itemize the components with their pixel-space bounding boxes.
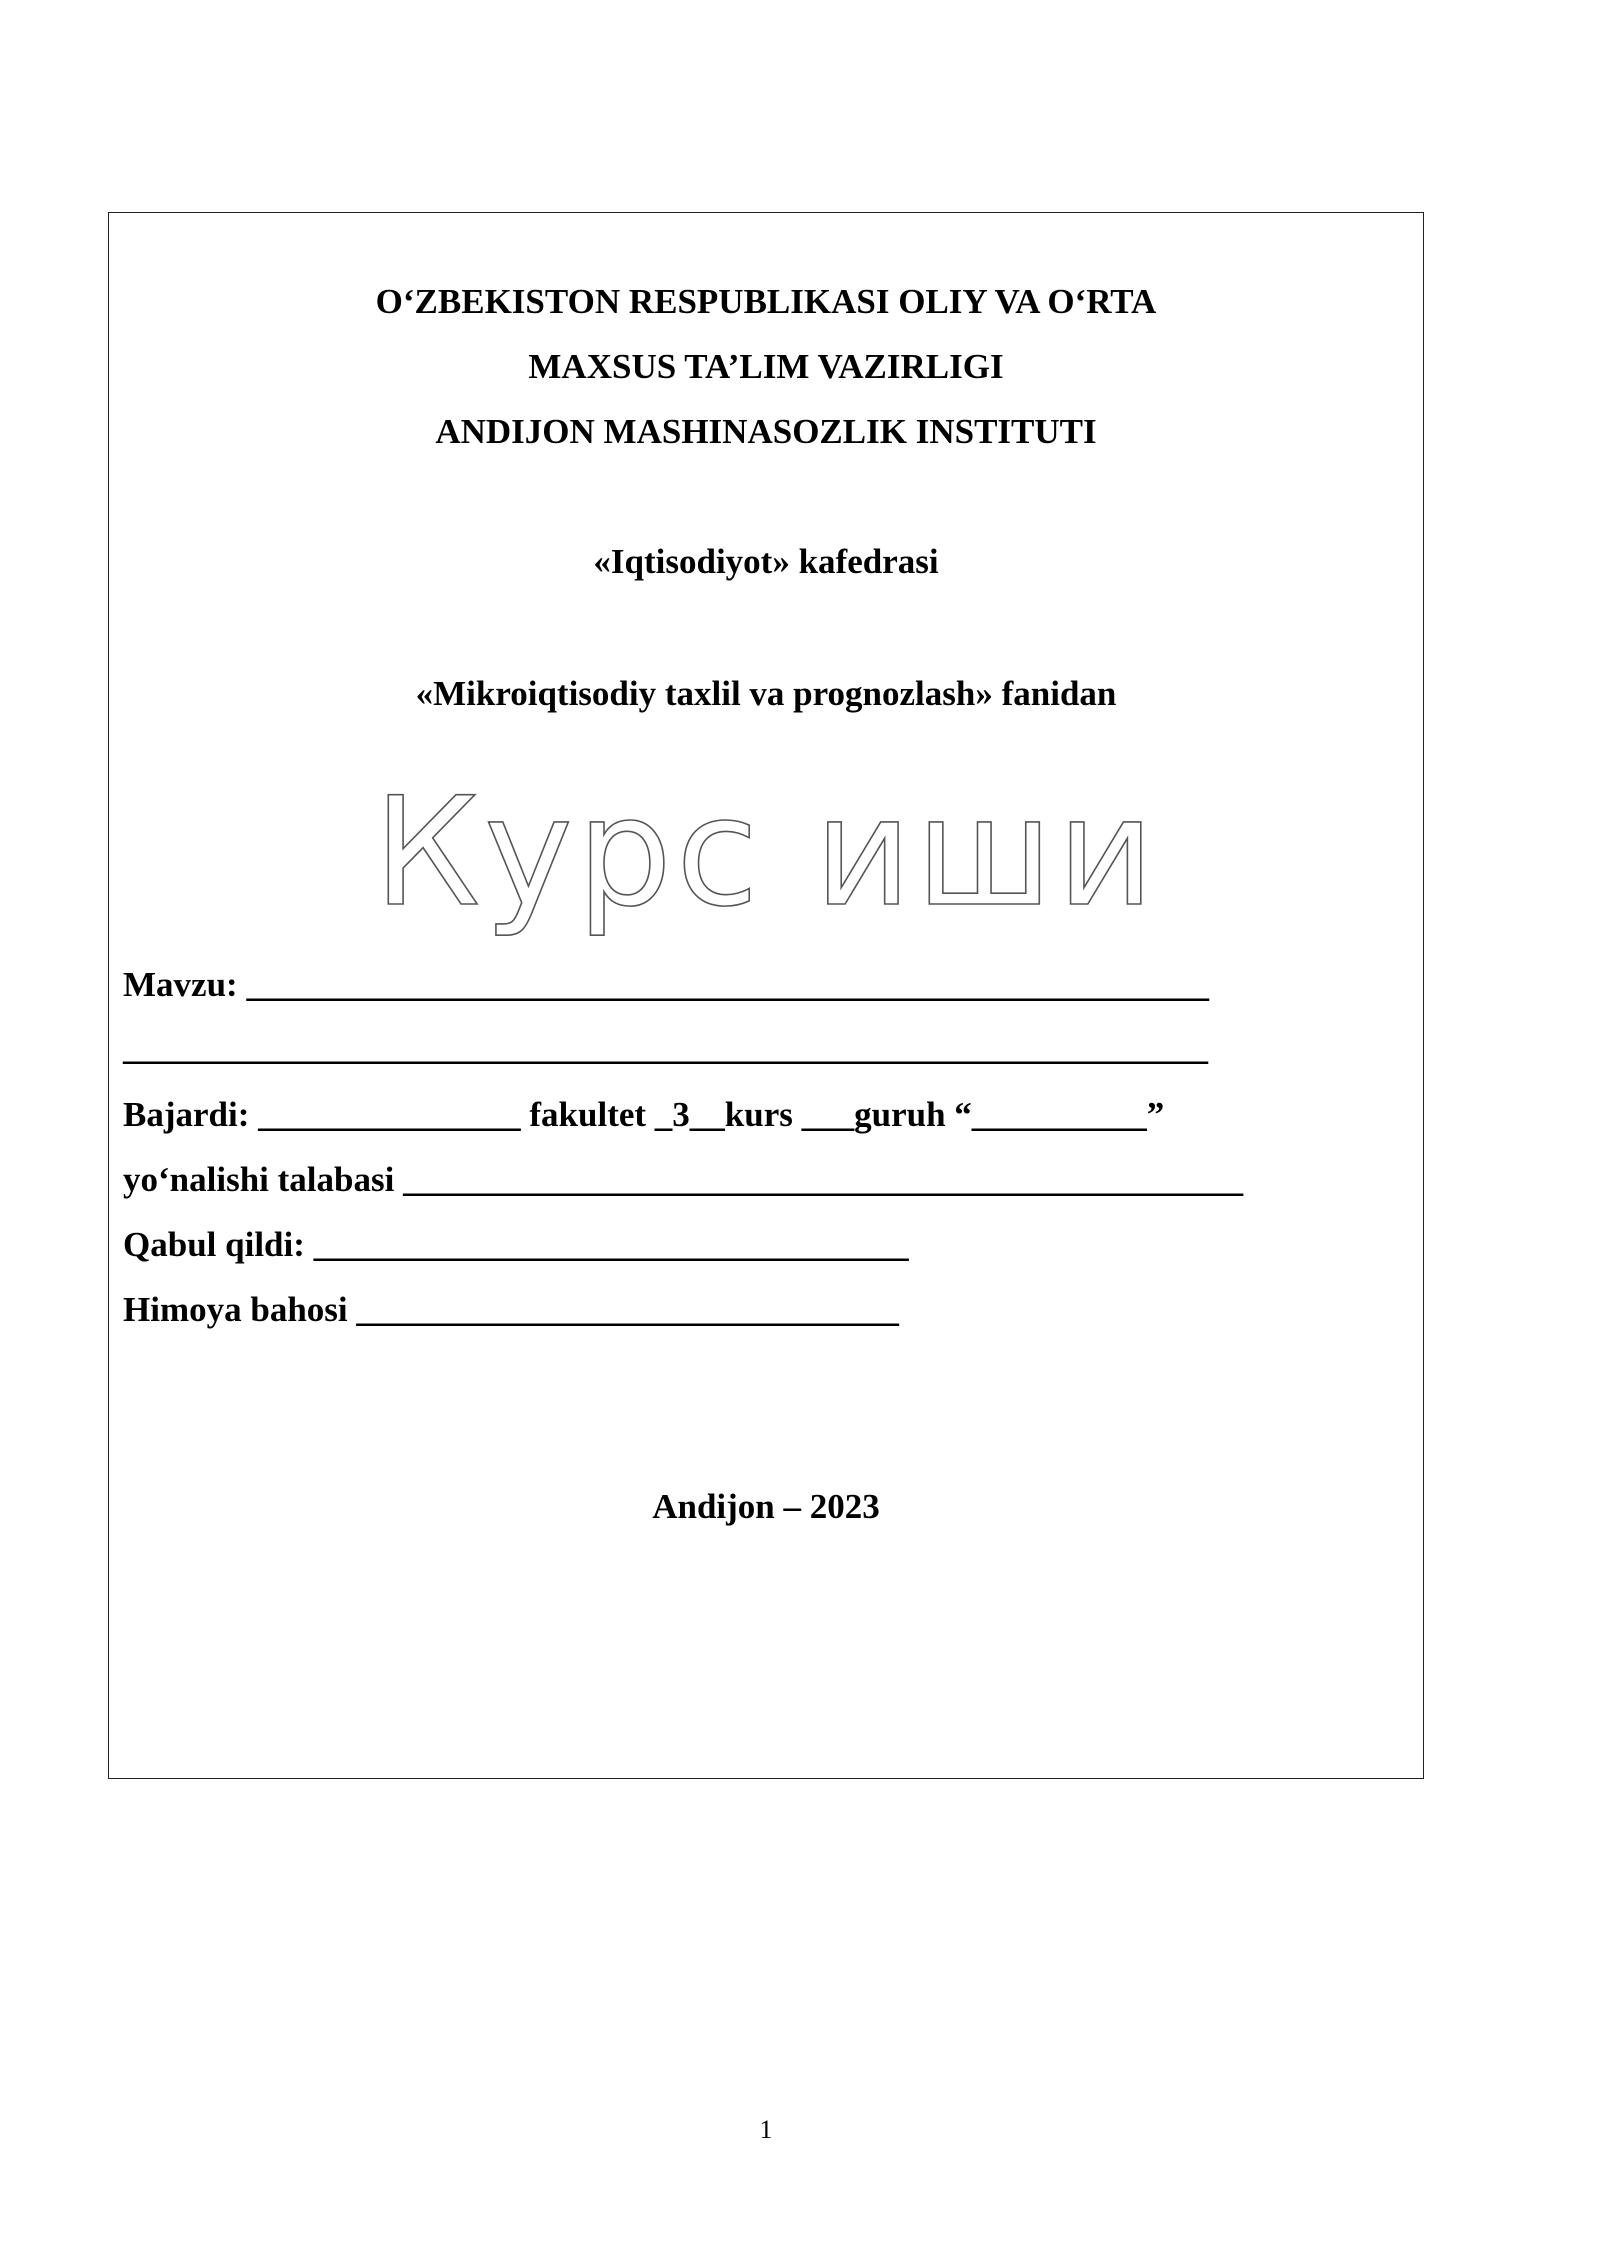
institute-name: ANDIJON MASHINASOZLIK INSTITUTI	[435, 412, 1097, 451]
subject-name: «Mikroiqtisodiy taxlil va prognozlash» fanidan	[415, 674, 1117, 713]
ministry-line-2: MAXSUS TA’LIM VAZIRLIGI	[528, 347, 1004, 386]
document-type-title: Курс иши	[373, 766, 1159, 940]
place-and-year: Andijon – 2023	[652, 1487, 880, 1526]
ministry-line-1: O‘ZBEKISTON RESPUBLIKASI OLIY VA O‘RTA	[375, 282, 1157, 321]
direction-student-field: yo‘nalishi talabasi ________________________________________________	[123, 1160, 1244, 1199]
topic-continuation-field: ______________________________________________________________	[123, 1028, 1208, 1067]
page-number: 1	[759, 2115, 773, 2144]
accepted-by-field: Qabul qildi: __________________________________	[123, 1225, 909, 1264]
department-name: «Iqtisodiyot» kafedrasi	[593, 542, 939, 581]
performed-by-field: Bajardi: _______________ fakultet _3__kurs ___guruh “__________”	[123, 1095, 1165, 1134]
defense-grade-field: Himoya bahosi _______________________________	[123, 1290, 899, 1329]
topic-field: Mavzu: _______________________________________________________	[123, 965, 1209, 1004]
